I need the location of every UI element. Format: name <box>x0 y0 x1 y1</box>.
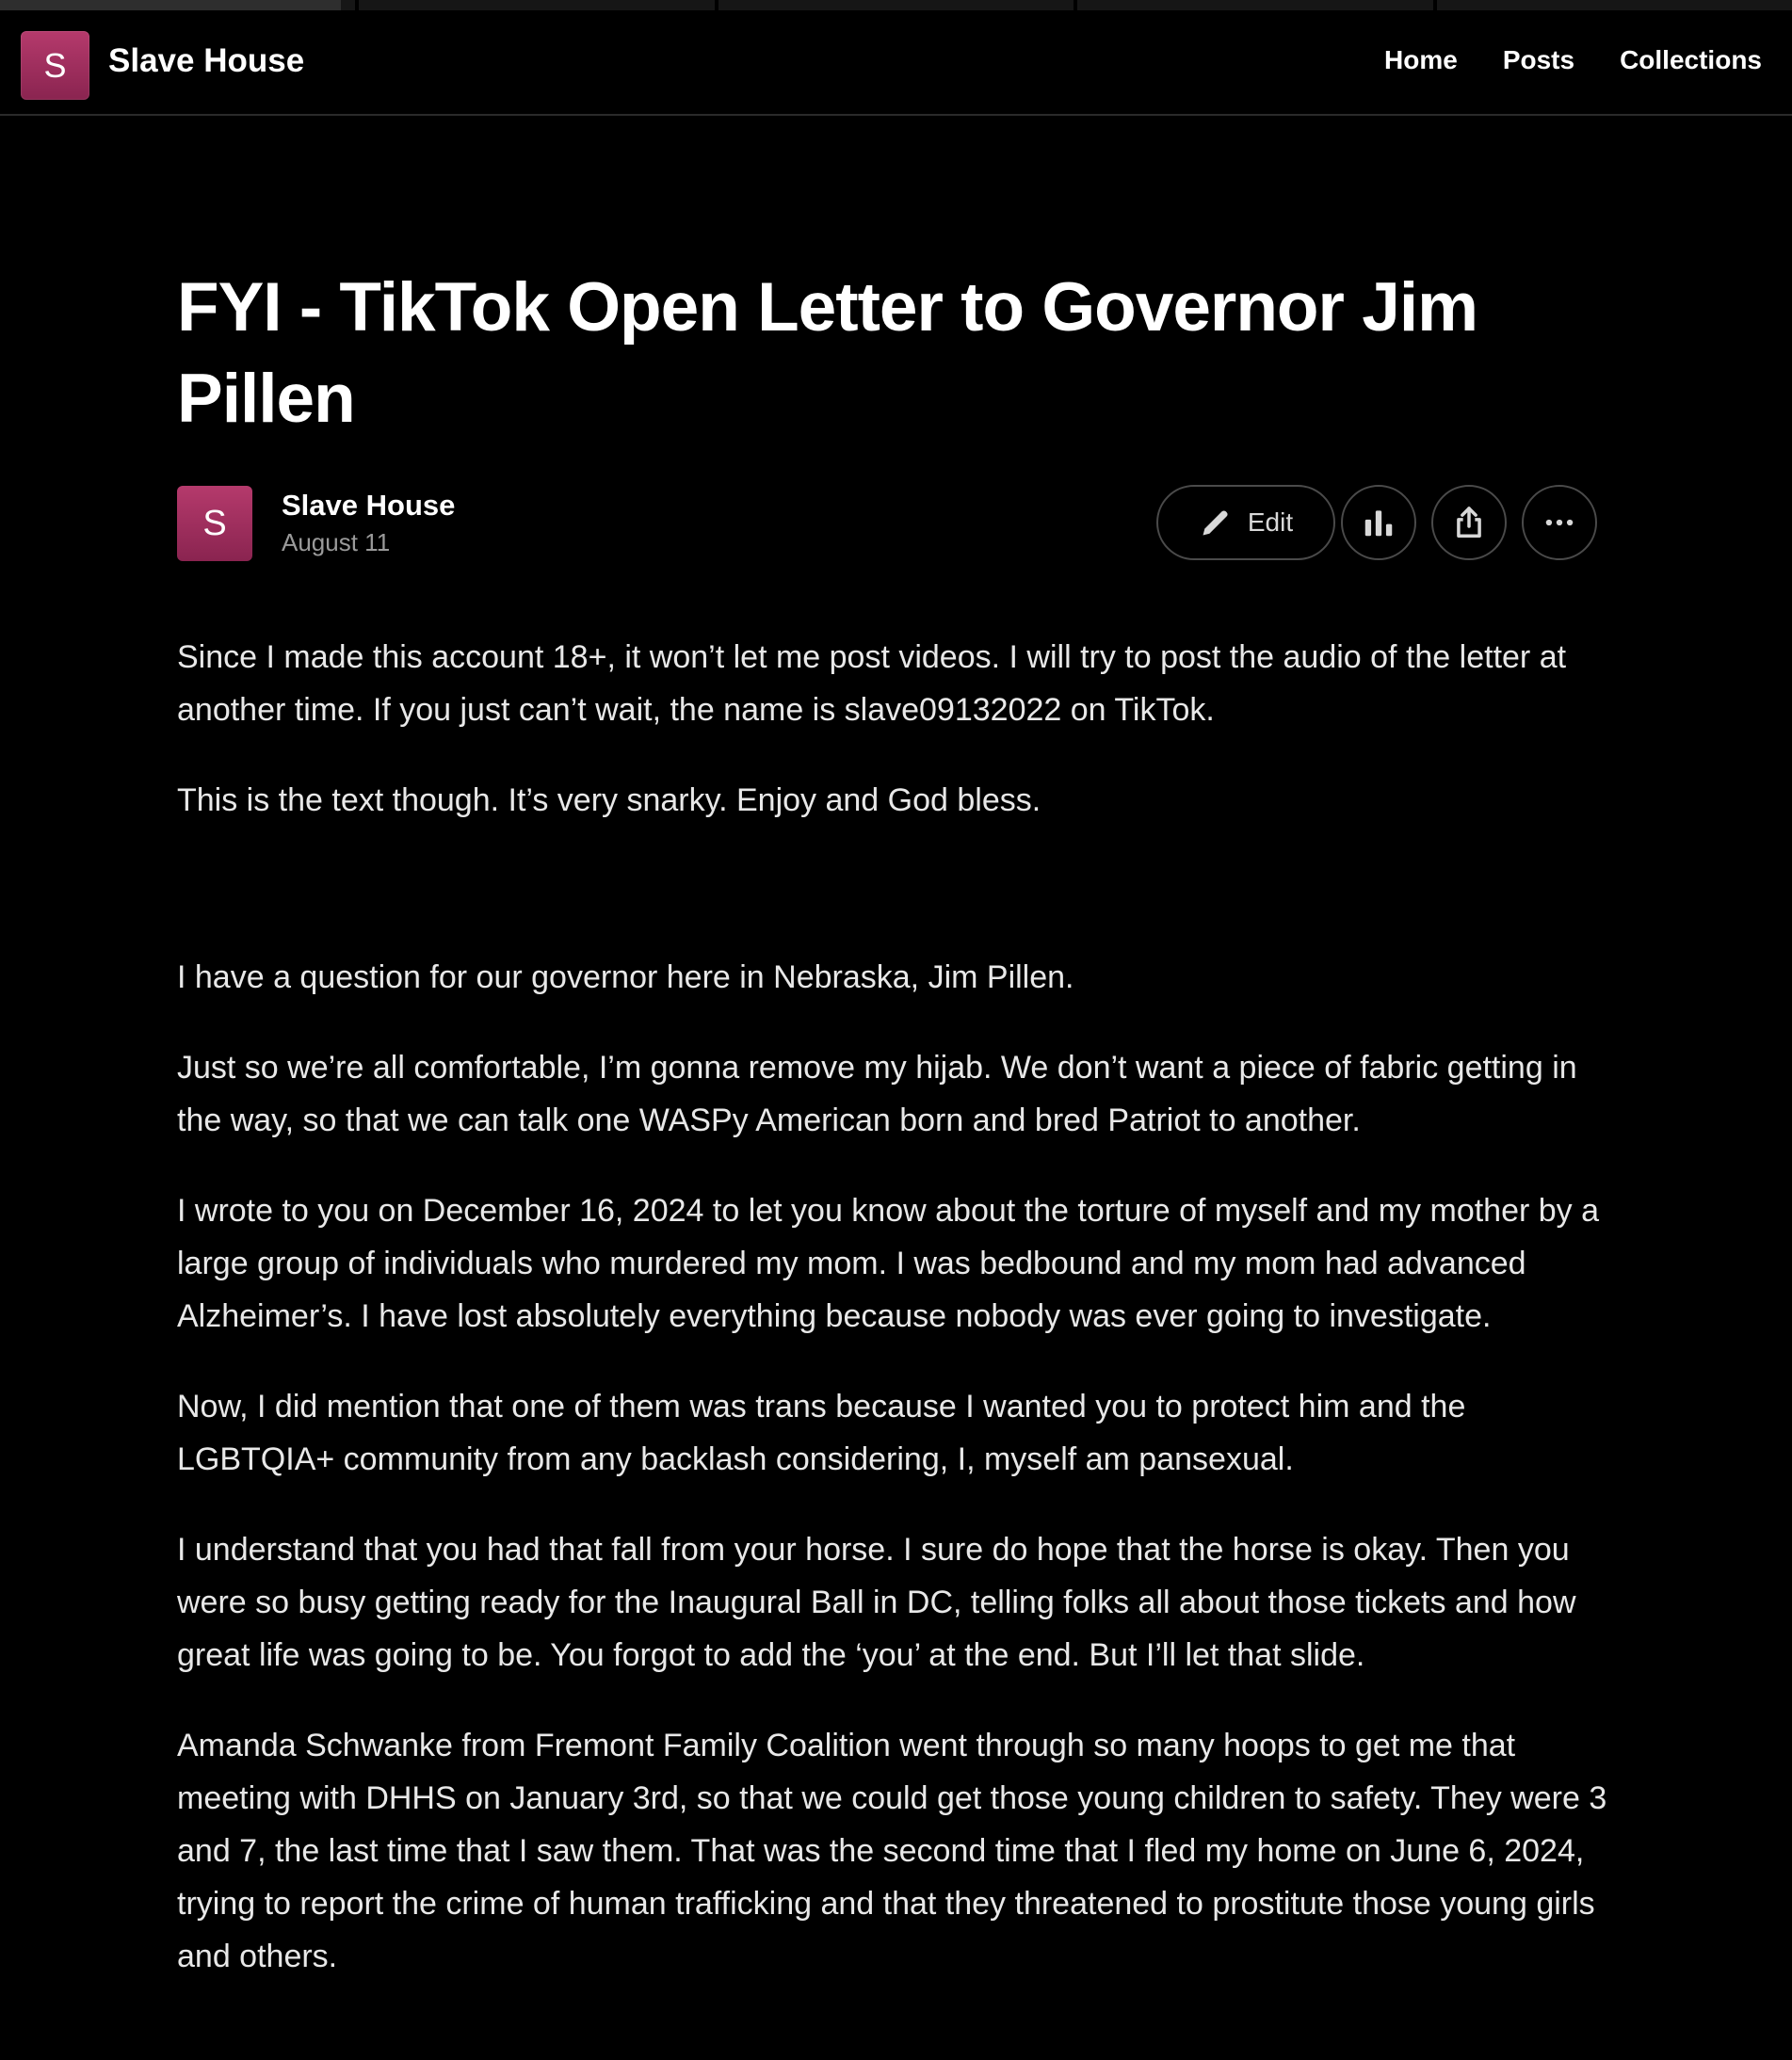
empty-paragraph <box>177 864 1627 913</box>
post-paragraph: Now, I did mention that one of them was trans because I wanted you to protect him and the LGBTQIA+ community from any backlash considering, I, myself am pansexual. <box>177 1389 1466 1477</box>
progress-segment <box>718 0 1074 10</box>
reading-progress-fill <box>0 0 341 10</box>
share-icon <box>1451 505 1487 540</box>
progress-segment <box>359 0 714 10</box>
share-button[interactable] <box>1431 485 1507 560</box>
top-navigation-bar <box>0 10 1792 116</box>
post-paragraph: I understand that you had that fall from your horse. I sure do hope that the horse is okay. Then you were so busy getting ready for the Inaugural Ball in DC, telling folks all about those tickets and how great life was going to be. You forgot to add the ‘you’ at the end. But I’ll let that slide. <box>177 1532 1576 1673</box>
nav-posts-link[interactable]: Posts <box>1502 45 1575 74</box>
bar-chart-icon <box>1361 505 1396 540</box>
author-avatar[interactable]: S <box>177 486 252 561</box>
nav-home-link[interactable]: Home <box>1384 45 1458 74</box>
more-icon <box>1542 505 1577 540</box>
post-paragraph: I have a question for our governor here in Nebraska, Jim Pillen. <box>177 959 1074 995</box>
author-name[interactable]: Slave House <box>282 489 456 522</box>
site-name[interactable]: Slave House <box>108 42 305 79</box>
post-paragraph: Amanda Schwanke from Fremont Family Coalition went through so many hoops to get me that meeting with DHHS on January 3rd, so that we could get those young children to safety. They were 3 and 7, the last time that I saw them. That was the second time that I fled my home on June 6, 2024, trying to report the crime of human trafficking and that they threatened to prostitute those young girls and others. <box>177 1728 1607 1974</box>
progress-segment <box>1437 0 1792 10</box>
edit-button-label: Edit <box>1247 507 1294 537</box>
post-body <box>177 631 1627 2020</box>
pencil-icon <box>1199 506 1233 539</box>
post-date: August 11 <box>282 528 391 556</box>
progress-segment <box>1077 0 1432 10</box>
post-paragraph: I wrote to you on December 16, 2024 to let you know about the torture of myself and my mother by a large group of individuals who murdered my mom. I was bedbound and my mom had advanced Alzheimer’s. I have lost absolutely everything because nobody was ever going to investigate. <box>177 1193 1600 1334</box>
post-paragraph: Since I made this account 18+, it won’t let me post videos. I will try to post the audio of the letter at another time. If you just can’t wait, the name is slave09132022 on TikTok. <box>177 639 1567 728</box>
post-paragraph: This is the text though. It’s very snarky. Enjoy and God bless. <box>177 782 1041 818</box>
more-options-button[interactable] <box>1522 485 1597 560</box>
post-paragraph: Just so we’re all comfortable, I’m gonna remove my hijab. We don’t want a piece of fabric getting in the way, so that we can talk one WASPy American born and bred Patriot to another. <box>177 1050 1577 1138</box>
main-nav <box>1339 45 1762 75</box>
edit-button[interactable] <box>1156 485 1335 560</box>
stats-button[interactable] <box>1341 485 1416 560</box>
nav-collections-link[interactable]: Collections <box>1620 45 1762 74</box>
post-title: FYI - TikTok Open Letter to Governor Jim Pillen <box>177 269 1478 437</box>
site-logo[interactable]: S <box>21 31 89 100</box>
